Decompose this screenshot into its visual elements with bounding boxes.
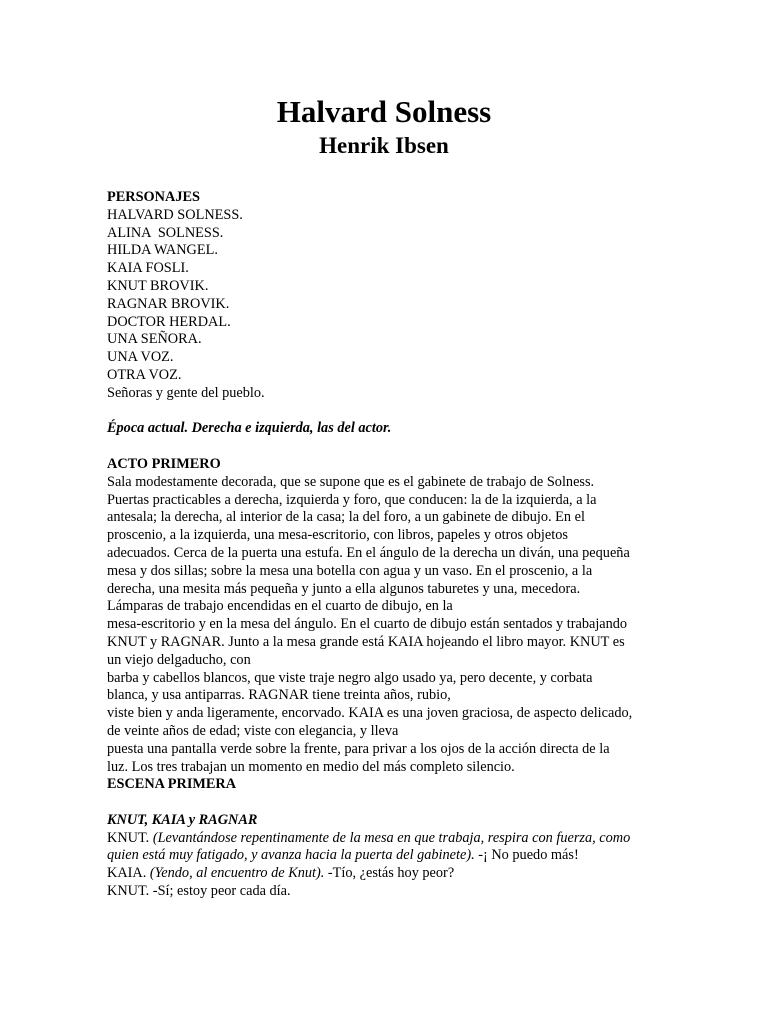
character-item: UNA SEÑORA. (107, 331, 202, 348)
characters-section (107, 189, 667, 901)
stage-direction: quien está muy fatigado, y avanza hacia la puerta del gabinete). (107, 847, 475, 864)
character-item: Señoras y gente del pueblo. (107, 384, 265, 401)
stage-direction: (Levantándose repentinamente de la mesa en que trabaja, respira con fuerza, como (152, 829, 631, 846)
stage-direction: (Yendo, al encuentro de Knut). (149, 865, 325, 882)
speech-text: -Tío, ¿estás hoy peor? (324, 865, 455, 882)
speaker-name: KNUT. (107, 829, 150, 846)
speech-text: -¡ No puedo más! (474, 847, 579, 864)
act-description-line: Puertas practicables a derecha, izquierda y foro, que conducen: la de la izquierda, a la (107, 491, 597, 508)
character-item: UNA VOZ. (107, 349, 174, 366)
act-heading: ACTO PRIMERO (107, 455, 221, 472)
act-description-line: mesa-escritorio y en la mesa del ángulo. En el cuarto de dibujo están sentados y trabajando (107, 616, 628, 633)
act-description-line: de veinte años de edad; viste con elegancia, y lleva (107, 722, 399, 739)
act-description-line: puesta una pantalla verde sobre la frente, para privar a los ojos de la acción directa de la (107, 740, 610, 757)
act-description-line: viste bien y anda ligeramente, encorvado. KAIA es una joven graciosa, de aspecto delicado, (107, 705, 633, 722)
character-item: DOCTOR HERDAL. (107, 313, 231, 330)
act-description-line: blanca, y usa antiparras. RAGNAR tiene treinta años, rubio, (107, 687, 451, 704)
character-item: KAIA FOSLI. (107, 260, 189, 277)
act-description-line: mesa y dos sillas; sobre la mesa una botella con agua y un vaso. En el proscenio, a la (107, 562, 593, 579)
characters-heading: PERSONAJES (107, 189, 200, 205)
document-author: Henrik Ibsen (319, 133, 449, 158)
character-item: ALINA SOLNESS. (107, 224, 224, 241)
dialogue-line (107, 847, 667, 865)
character-item: RAGNAR BROVIK. (107, 295, 230, 312)
character-item: HALVARD SOLNESS. (107, 206, 243, 223)
act-description-line: derecha, una mesita más pequeña y junto a ella algunos taburetes y una, mecedora. (107, 580, 581, 597)
epoch-note: Época actual. Derecha e izquierda, las del actor. (107, 420, 392, 437)
character-item: OTRA VOZ. (107, 366, 182, 383)
document-title: Halvard Solness (276, 94, 492, 129)
act-description-line: un viejo delgaducho, con (107, 651, 251, 668)
scene-characters: KNUT, KAIA y RAGNAR (107, 811, 258, 828)
act-description-line: luz. Los tres trabajan un momento en medio del más completo silencio. (107, 758, 515, 775)
act-description-line: adecuados. Cerca de la puerta una estufa. En el ángulo de la derecha un diván, una pequeña (107, 544, 630, 561)
act-description-line: KNUT y RAGNAR. Junto a la mesa grande está KAIA hojeando el libro mayor. KNUT es (107, 633, 625, 650)
act-description-line: proscenio, a la izquierda, una mesa-escritorio, con libros, papeles y otros objetos (107, 527, 568, 544)
dialogue-line (107, 865, 667, 883)
act-description-line: barba y cabellos blancos, que viste traje negro algo usado ya, pero decente, y corbata (107, 669, 593, 686)
act-description-line: antesala; la derecha, al interior de la casa; la del foro, a un gabinete de dibujo. En el (107, 509, 585, 526)
speaker-name: KNUT. (107, 883, 150, 900)
act-description-line: Lámparas de trabajo encendidas en el cuarto de dibujo, en la (107, 598, 453, 615)
speech-text: -Sí; estoy peor cada día. (149, 883, 291, 900)
scene-heading: ESCENA PRIMERA (107, 776, 237, 793)
character-item: KNUT BROVIK. (107, 277, 209, 294)
speaker-name: KAIA. (107, 865, 147, 882)
dialogue-line (107, 883, 667, 901)
character-item: HILDA WANGEL. (107, 242, 218, 259)
act-description-line: Sala modestamente decorada, que se supone que es el gabinete de trabajo de Solness. (107, 473, 595, 490)
dialogue-line (107, 830, 667, 848)
